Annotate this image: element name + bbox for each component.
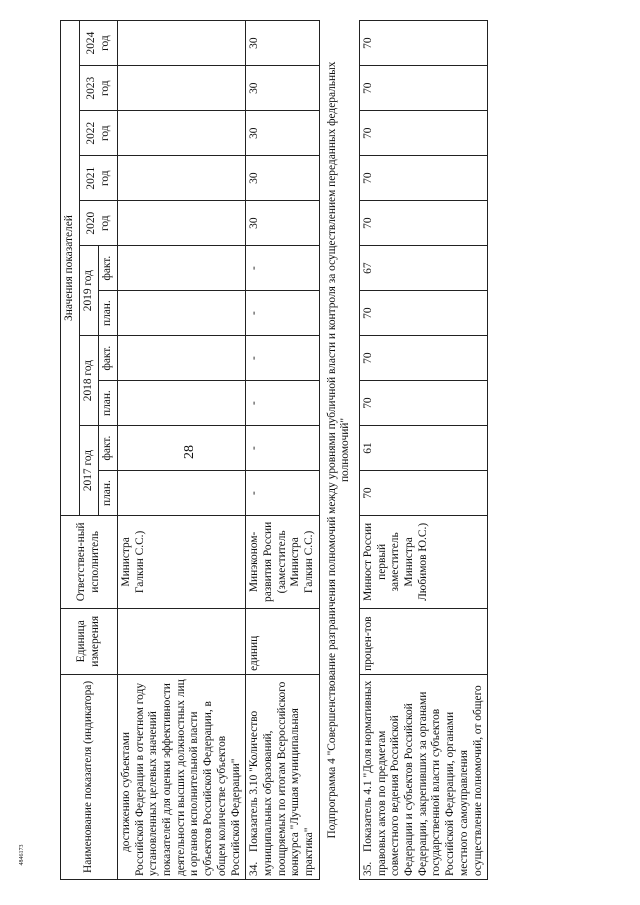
document-id: 4846173 — [19, 844, 25, 866]
row-value: 61 — [360, 426, 488, 471]
indicators-table — [60, 20, 488, 880]
row-value: 30 — [246, 21, 319, 66]
row-value: - — [246, 471, 319, 516]
row-value: 70 — [360, 111, 488, 156]
header-year-2018: 2018 год — [80, 336, 99, 426]
row-unit: единиц — [246, 608, 319, 674]
row-value: - — [246, 381, 319, 426]
header-fact: факт. — [99, 246, 118, 291]
row-value — [118, 381, 246, 426]
row-value: - — [246, 246, 319, 291]
row-value — [118, 471, 246, 516]
row-unit: процен-тов — [360, 608, 488, 674]
row-value — [118, 291, 246, 336]
subprogram-row — [319, 21, 359, 880]
row-value: 70 — [360, 291, 488, 336]
header-year-2024: 2024 год — [80, 21, 118, 66]
row-value: 67 — [360, 246, 488, 291]
table-row — [118, 21, 246, 880]
row-value: 30 — [246, 156, 319, 201]
table-row — [360, 21, 488, 880]
header-plan: план. — [99, 381, 118, 426]
subprogram-title: Подпрограмма 4 "Совершенствование разграничения полномочий между уровнями публичной власти и контроля за осуществлением переданных федеральных полномочий" — [319, 21, 359, 880]
row-value: 30 — [246, 111, 319, 156]
row-name: 34.Показатель 3.10 "Количество муниципальных образований, поощряемых по итогам Всероссийского конкурса "Лучшая муниципальная практика" — [246, 674, 319, 879]
row-value: 70 — [360, 66, 488, 111]
row-value: 30 — [246, 201, 319, 246]
row-value — [118, 21, 246, 66]
row-responsible: Минюст России первый заместитель Министра Любимов Ю.С.) — [360, 516, 488, 609]
header-responsible: Ответствен-ный исполнитель — [61, 516, 118, 609]
row-value — [118, 111, 246, 156]
header-year-2020: 2020 год — [80, 201, 118, 246]
row-responsible: Министра Галкин С.С.) — [118, 516, 246, 609]
header-values: Значения показателей — [61, 21, 80, 516]
row-value — [118, 66, 246, 111]
row-name: достижению субъектами Российской Федерации в отчетном году установленных целевых значений показателей для оценки эффективности деятельности высших должностных лиц и органов исполнительной власти субъектов Российской Федерации, в общем количестве субъектов Российской Федерации" — [118, 674, 246, 879]
row-value: 70 — [360, 21, 488, 66]
row-value — [118, 336, 246, 381]
row-unit — [118, 608, 246, 674]
row-value — [118, 201, 246, 246]
row-value: 30 — [246, 66, 319, 111]
header-plan: план. — [99, 471, 118, 516]
row-name: 35.Показатель 4.1 "Доля нормативных правовых актов по предметам совместного ведения Российской Федерации и субъектов Российской Федерации, закрепивших за органами государственной власти субъектов Российской Федерации, органами местного самоуправления осуществление полномочий, от общего — [360, 674, 488, 879]
row-value: 70 — [360, 471, 488, 516]
header-unit: Единица измерения — [61, 608, 118, 674]
row-responsible: Минэконом-развития России (заместитель Министра Галкин С.С.) — [246, 516, 319, 609]
header-name: Наименование показателя (индикатора) — [61, 674, 118, 879]
page-number: 28 — [182, 445, 197, 459]
header-plan: план. — [99, 291, 118, 336]
row-value: 70 — [360, 201, 488, 246]
rotated-table-container — [60, 20, 615, 880]
row-value — [118, 156, 246, 201]
header-year-2022: 2022 год — [80, 111, 118, 156]
row-value: 70 — [360, 156, 488, 201]
header-year-2021: 2021 год — [80, 156, 118, 201]
row-value — [118, 246, 246, 291]
row-value: 70 — [360, 336, 488, 381]
header-year-2017: 2017 год — [80, 426, 99, 516]
header-year-2023: 2023 год — [80, 66, 118, 111]
header-year-2019: 2019 год — [80, 246, 99, 336]
row-value: - — [246, 336, 319, 381]
row-value: - — [246, 426, 319, 471]
row-value: - — [246, 291, 319, 336]
header-fact: факт. — [99, 336, 118, 381]
table-row — [246, 21, 319, 880]
header-fact: факт. — [99, 426, 118, 471]
row-value: 70 — [360, 381, 488, 426]
row-value — [118, 426, 246, 471]
